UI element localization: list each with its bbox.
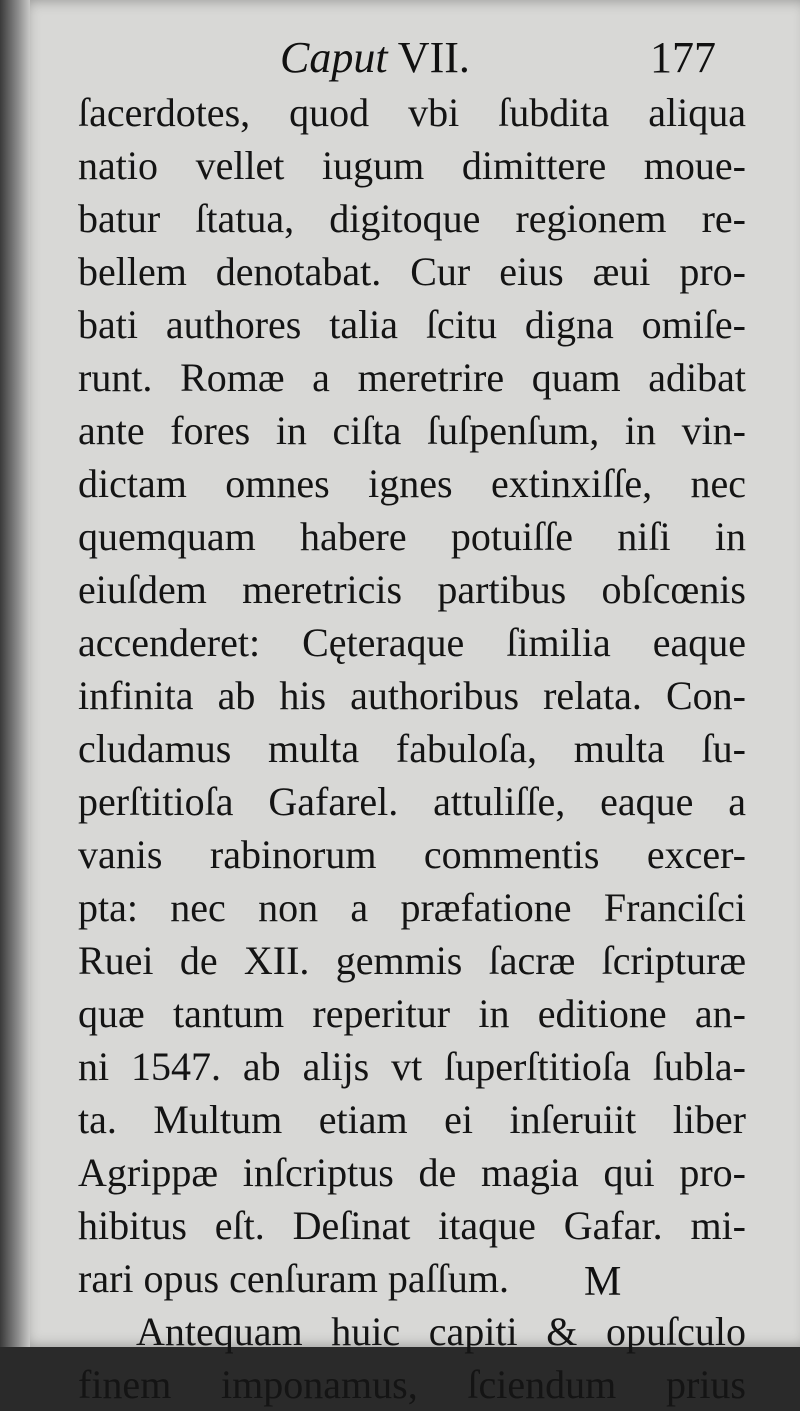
running-head: [280, 32, 470, 83]
text-line: eiuſdem meretricis partibus obſcœnis: [78, 567, 746, 612]
text-line: accenderet: Cęteraque ſimilia eaque: [78, 620, 746, 665]
text-line: ante fores in ciſta ſuſpenſum, in vin-: [78, 408, 746, 453]
text-line: Agrippæ inſcriptus de magia qui pro-: [78, 1150, 746, 1195]
signature-mark: M: [584, 1259, 622, 1305]
text-line: infinita ab his authoribus relata. Con-: [78, 673, 746, 718]
text-line: pta: nec non a præfatione Franciſci: [78, 885, 746, 930]
text-line: cludamus multa fabuloſa, multa ſu-: [78, 726, 746, 771]
text-line: ni 1547. ab alijs vt ſuperſtitioſa ſubla-: [78, 1044, 746, 1089]
text-line: quæ tantum reperitur in editione an-: [78, 991, 746, 1036]
text-line: ſacerdotes, quod vbi ſubdita aliqua: [78, 90, 746, 135]
running-head-caput: Caput: [280, 33, 388, 82]
text-line: batur ſtatua, digitoque regionem re-: [78, 196, 746, 241]
page-number: 177: [650, 33, 716, 82]
text-line: finem imponamus, ſciendum prius: [78, 1362, 746, 1407]
text-line: bati authores talia ſcitu digna omiſe-: [78, 302, 746, 347]
text-line: quemquam habere potuiſſe niſi in: [78, 514, 746, 559]
text-line: rari opus cenſuram paſſum.: [78, 1256, 509, 1301]
text-line: perſtitioſa Gafarel. attuliſſe, eaque a: [78, 779, 746, 824]
text-line: hibitus eſt. Deſinat itaque Gafar. mi-: [78, 1203, 746, 1248]
book-gutter: [0, 0, 30, 1347]
text-line-paragraph-start: Antequam huic capiti & opuſculo: [136, 1309, 746, 1354]
body-text: [78, 86, 746, 1411]
text-line: vanis rabinorum commentis excer-: [78, 832, 746, 877]
page-header: [0, 28, 800, 88]
text-line: bellem denotabat. Cur eius æui pro-: [78, 249, 746, 294]
text-line: Ruei de XII. gemmis ſacræ ſcripturæ: [78, 938, 746, 983]
text-line: runt. Romæ a meretrire quam adibat: [78, 355, 746, 400]
text-line: dictam omnes ignes extinxiſſe, nec: [78, 461, 746, 506]
text-line: ta. Multum etiam ei inſeruiit liber: [78, 1097, 746, 1142]
running-head-chapter-number: VII.: [397, 33, 470, 82]
text-line: natio vellet iugum dimittere moue-: [78, 143, 746, 188]
